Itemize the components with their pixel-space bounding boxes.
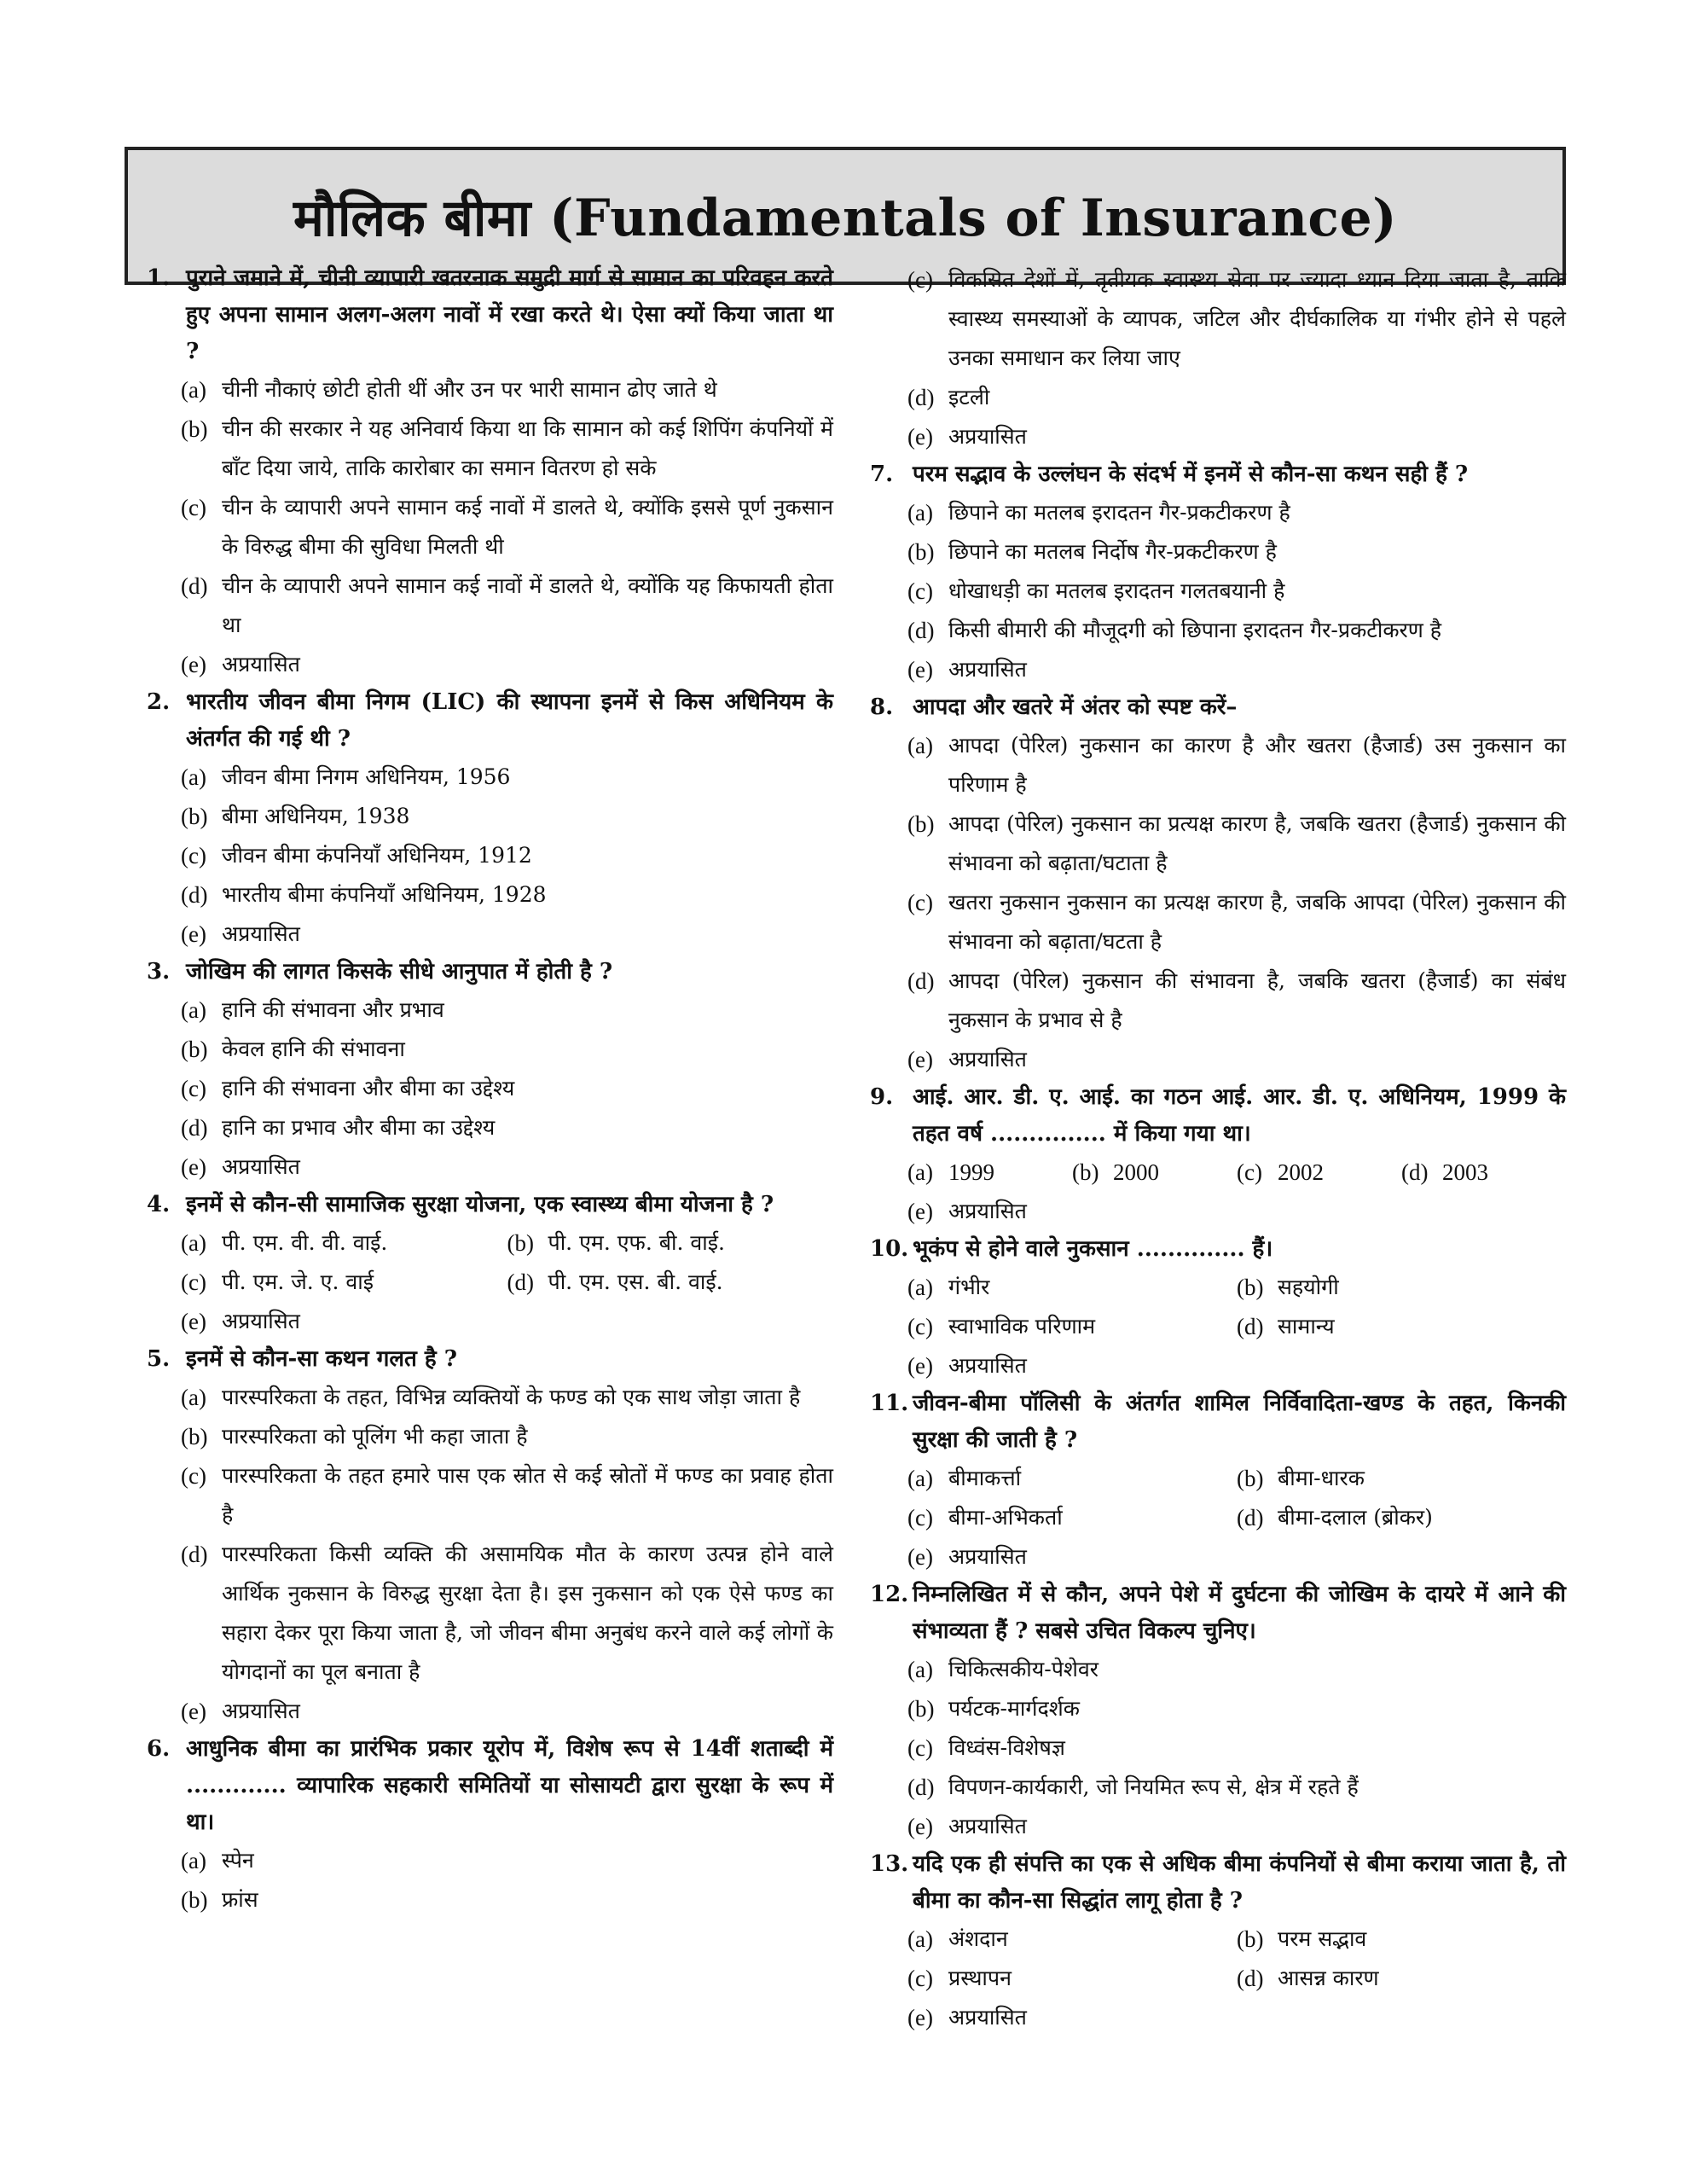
option-text: 2002 xyxy=(1278,1159,1324,1185)
question-12 xyxy=(870,1577,1566,1846)
option-key: (e) xyxy=(907,1047,933,1072)
option-key: (c) xyxy=(181,1463,206,1489)
option-key: (c) xyxy=(907,267,933,293)
option-key: (d) xyxy=(1237,1505,1264,1531)
option-text: स्वाभाविक परिणाम xyxy=(948,1314,1096,1339)
option xyxy=(1401,1153,1566,1192)
option-key: (b) xyxy=(907,539,935,565)
question-number: 6. xyxy=(147,1736,171,1762)
option xyxy=(907,572,1566,611)
option xyxy=(1237,1459,1566,1498)
option-text: धोखाधड़ी का मतलब इरादतन गलतबयानी है xyxy=(948,578,1285,603)
option xyxy=(907,1768,1566,1807)
question-number: 5. xyxy=(147,1346,171,1372)
option-text: इटली xyxy=(948,385,990,410)
option xyxy=(1237,1307,1566,1346)
question-text: यदि एक ही संपत्ति का एक से अधिक बीमा कंपनियों से बीमा कराया जाता है, तो बीमा का कौन-सा सिद्धांत लागू होता है ? xyxy=(913,1851,1566,1914)
question-text: परम सद्भाव के उल्लंघन के संदर्भ में इनमें से कौन-सा कथन सही हैं ? xyxy=(913,462,1469,487)
option-text: विपणन-कार्यकारी, जो नियमित रूप से, क्षेत्र में रहते हैं xyxy=(948,1774,1359,1799)
option-key: (d) xyxy=(1237,1966,1264,1991)
option xyxy=(181,1535,833,1692)
option-text: हानि की संभावना और प्रभाव xyxy=(222,997,444,1022)
option-text: किसी बीमारी की मौजूदगी को छिपाना इरादतन गैर-प्रकटीकरण है xyxy=(948,618,1442,642)
option-key: (a) xyxy=(907,1657,933,1682)
option-text: जीवन बीमा निगम अधिनियम, 1956 xyxy=(222,764,511,789)
question-number: 12. xyxy=(870,1582,909,1607)
option-key: (b) xyxy=(507,1230,534,1256)
option-text: स्पेन xyxy=(222,1848,254,1873)
question-2 xyxy=(147,684,833,954)
option xyxy=(907,1959,1237,1998)
question-text: जोखिम की लागत किसके सीधे आनुपात में होती है ? xyxy=(186,959,613,985)
option-key: (a) xyxy=(907,500,933,526)
question-text: आई. आर. डी. ए. आई. का गठन आई. आर. डी. ए. अधिनियम, 1999 के तहत वर्ष ............... में किया गया था। xyxy=(913,1084,1566,1147)
option-key: (d) xyxy=(1237,1314,1264,1339)
option xyxy=(507,1223,834,1263)
option xyxy=(181,1302,833,1341)
option xyxy=(1237,1153,1401,1192)
option-text: अप्रयासित xyxy=(222,921,300,946)
option-text: आसन्न कारण xyxy=(1278,1966,1379,1990)
option-key: (e) xyxy=(181,1154,206,1180)
option-text: बीमा अधिनियम, 1938 xyxy=(222,804,410,828)
option-key: (b) xyxy=(181,1424,208,1449)
option-text: गंभीर xyxy=(948,1275,990,1299)
question-number: 4. xyxy=(147,1192,171,1217)
option xyxy=(1237,1498,1566,1537)
option-text: पारस्परिकता को पूलिंग भी कहा जाता है xyxy=(222,1424,528,1449)
question-4 xyxy=(147,1187,833,1341)
option-key: (a) xyxy=(907,1466,933,1491)
option xyxy=(907,961,1566,1040)
option-key: (d) xyxy=(181,573,208,599)
option-text: अप्रयासित xyxy=(948,657,1027,682)
option-text: अप्रयासित xyxy=(948,1544,1027,1569)
option xyxy=(181,797,833,836)
option-key: (b) xyxy=(181,1887,208,1913)
option xyxy=(181,1147,833,1187)
option-key: (e) xyxy=(907,1814,933,1839)
option-text: खतरा नुकसान नुकसान का प्रत्यक्ष कारण है, जबकि आपदा (पेरिल) नुकसान की संभावना को बढ़ाता/घटता है xyxy=(948,890,1566,954)
option-text: छिपाने का मतलब इरादतन गैर-प्रकटीकरण है xyxy=(948,500,1290,525)
question-text: भारतीय जीवन बीमा निगम (LIC) की स्थापना इनमें से किस अधिनियम के अंतर्गत की गई थी ? xyxy=(186,689,833,752)
option-key: (e) xyxy=(181,921,206,947)
option-text: सामान्य xyxy=(1278,1314,1335,1339)
question-13 xyxy=(870,1846,1566,2037)
option xyxy=(907,1268,1237,1307)
option-text: 2000 xyxy=(1113,1159,1159,1185)
option-text: पारस्परिकता के तहत, विभिन्न व्यक्तियों के फण्ड को एक साथ जोड़ा जाता है xyxy=(222,1385,801,1409)
option xyxy=(907,1346,1566,1385)
option-key: (e) xyxy=(907,1353,933,1379)
option-key: (d) xyxy=(907,968,935,994)
option-text: अप्रयासित xyxy=(948,1353,1027,1378)
option-key: (c) xyxy=(181,1076,206,1101)
question-number: 8. xyxy=(870,694,894,720)
option-text: प्रस्थापन xyxy=(948,1966,1012,1990)
option xyxy=(907,804,1566,883)
option xyxy=(1237,1920,1566,1959)
option-key: (c) xyxy=(907,1966,933,1991)
option-key: (b) xyxy=(1237,1926,1264,1952)
option-text: अप्रयासित xyxy=(222,1699,300,1723)
option-key: (b) xyxy=(1072,1159,1099,1185)
left-column xyxy=(147,260,833,1920)
option-key: (b) xyxy=(1237,1466,1264,1491)
option xyxy=(907,532,1566,572)
option xyxy=(507,1263,834,1302)
option-text: विकसित देशों में, तृतीयक स्वास्थ्य सेवा पर ज्यादा ध्यान दिया जाता है, ताकि स्वास्थ्य समस्याओं के व्यापक, जटिल और दीर्घकालिक या गंभीर होने से पहले उनका समाधान कर लिया जाए xyxy=(948,267,1566,370)
option xyxy=(907,1498,1237,1537)
option-text: आपदा (पेरिल) नुकसान का कारण है और खतरा (हैजार्ड) उस नुकसान का परिणाम है xyxy=(948,733,1566,797)
option xyxy=(907,726,1566,804)
question-text: पुराने जमाने में, चीनी व्यापारी खतरनाक समुद्री मार्ग से सामान का परिवहन करते हुए अपना सामान अलग-अलग नावों में रखा करते थे। ऐसा क्यों किया जाता था ? xyxy=(186,265,833,364)
option xyxy=(907,883,1566,961)
option-key: (a) xyxy=(181,377,206,403)
option-key: (b) xyxy=(907,811,935,837)
option xyxy=(907,493,1566,532)
option-key: (e) xyxy=(907,2005,933,2030)
option xyxy=(181,645,833,684)
option xyxy=(907,1307,1237,1346)
option-key: (c) xyxy=(907,1314,933,1339)
question-number: 11. xyxy=(870,1391,909,1416)
option-text: छिपाने का मतलब निर्दोष गैर-प्रकटीकरण है xyxy=(948,539,1277,564)
option-text: बीमा-दलाल (ब्रोकर) xyxy=(1278,1505,1433,1530)
question-8 xyxy=(870,689,1566,1079)
question-5 xyxy=(147,1341,833,1731)
option-text: भारतीय बीमा कंपनियाँ अधिनियम, 1928 xyxy=(222,882,547,907)
option-key: (e) xyxy=(907,1544,933,1570)
option-text: हानि की संभावना और बीमा का उद्देश्य xyxy=(222,1076,515,1101)
option-key: (c) xyxy=(181,495,206,520)
option-key: (d) xyxy=(181,1542,208,1567)
option-key: (a) xyxy=(907,1275,933,1300)
option-text: अप्रयासित xyxy=(222,1309,300,1333)
option xyxy=(181,1108,833,1147)
option-key: (b) xyxy=(907,1696,935,1722)
option-text: चीन की सरकार ने यह अनिवार्य किया था कि सामान को कई शिपिंग कंपनियों में बाँट दिया जाये, ताकि कारोबार का समान वितरण हो सके xyxy=(222,416,833,480)
option xyxy=(181,1263,507,1302)
option xyxy=(1072,1153,1237,1192)
option-key: (b) xyxy=(181,1037,208,1062)
question-number: 3. xyxy=(147,959,171,985)
option-key: (c) xyxy=(181,843,206,868)
option-key: (c) xyxy=(907,890,933,915)
option xyxy=(181,566,833,645)
option-key: (b) xyxy=(181,416,208,442)
option xyxy=(181,1417,833,1456)
option-text: बीमाकर्त्ता xyxy=(948,1466,1022,1490)
option-text: विध्वंस-विशेषज्ञ xyxy=(948,1735,1065,1760)
page-title: मौलिक बीमा (Fundamentals of Insurance) xyxy=(293,189,1398,248)
option-text: केवल हानि की संभावना xyxy=(222,1037,405,1061)
option-text: अंशदान xyxy=(948,1926,1008,1951)
option xyxy=(181,1880,833,1920)
question-text: भूकंप से होने वाले नुकसान .............. हैं। xyxy=(913,1236,1273,1262)
option-key: (e) xyxy=(907,1199,933,1224)
option xyxy=(181,915,833,954)
option-key: (e) xyxy=(181,652,206,677)
option-key: (a) xyxy=(181,1230,206,1256)
option xyxy=(181,1456,833,1535)
option-text: सहयोगी xyxy=(1278,1275,1339,1299)
option xyxy=(1237,1268,1566,1307)
right-column xyxy=(870,260,1566,2037)
option xyxy=(181,875,833,915)
option xyxy=(181,1378,833,1417)
option-key: (d) xyxy=(181,882,208,908)
option xyxy=(181,836,833,875)
option-key: (c) xyxy=(907,1505,933,1531)
option xyxy=(181,1069,833,1108)
question-11 xyxy=(870,1385,1566,1577)
option-text: चीनी नौकाएं छोटी होती थीं और उन पर भारी सामान ढोए जाते थे xyxy=(222,377,717,402)
option-key: (a) xyxy=(181,997,206,1023)
option-text: अप्रयासित xyxy=(948,1047,1027,1072)
option-text: अप्रयासित xyxy=(948,424,1027,449)
option-text: अप्रयासित xyxy=(222,1154,300,1179)
question-text: आधुनिक बीमा का प्रारंभिक प्रकार यूरोप में, विशेष रूप से 14वीं शताब्दी में ............. व्यापारिक सहकारी समितियों या सोसायटी द्वारा सुरक्षा के रूप में था। xyxy=(186,1736,833,1835)
question-number: 9. xyxy=(870,1084,894,1110)
option xyxy=(907,378,1566,417)
option xyxy=(907,1153,1072,1192)
option xyxy=(181,488,833,566)
question-number: 7. xyxy=(870,462,894,487)
option xyxy=(907,650,1566,689)
option-key: (e) xyxy=(907,657,933,682)
option-key: (c) xyxy=(907,578,933,604)
option xyxy=(907,1998,1566,2037)
option xyxy=(907,417,1566,456)
option-text: अप्रयासित xyxy=(948,1814,1027,1838)
option-text: अप्रयासित xyxy=(948,2005,1027,2030)
question-text: इनमें से कौन-सी सामाजिक सुरक्षा योजना, एक स्वास्थ्य बीमा योजना है ? xyxy=(186,1192,774,1217)
option-text: पी. एम. जे. ए. वाई xyxy=(222,1269,374,1294)
option xyxy=(907,1650,1566,1689)
question-text: निम्नलिखित में से कौन, अपने पेशे में दुर्घटना की जोखिम के दायरे में आने की संभाव्यता हैं ? सबसे उचित विकल्प चुनिए। xyxy=(913,1582,1566,1644)
question-10 xyxy=(870,1231,1566,1385)
option-text: अप्रयासित xyxy=(222,652,300,677)
option-text: आपदा (पेरिल) नुकसान की संभावना है, जबकि खतरा (हैजार्ड) का संबंध नुकसान के प्रभाव से है xyxy=(948,968,1566,1032)
option-key: (e) xyxy=(181,1699,206,1724)
question-number: 13. xyxy=(870,1851,909,1877)
question-7 xyxy=(870,456,1566,689)
option xyxy=(907,1192,1566,1231)
option-text: पारस्परिकता के तहत हमारे पास एक स्रोत से कई स्रोतों में फण्ड का प्रवाह होता है xyxy=(222,1463,833,1527)
option-text: परम सद्भाव xyxy=(1278,1926,1367,1951)
option-key: (a) xyxy=(907,1159,933,1185)
question-6 xyxy=(147,1731,833,1920)
option xyxy=(907,1040,1566,1079)
option xyxy=(181,1223,507,1263)
option-key: (b) xyxy=(1237,1275,1264,1300)
option-text: 2003 xyxy=(1442,1159,1488,1185)
option-text: 1999 xyxy=(948,1159,994,1185)
option-text: आपदा (पेरिल) नुकसान का प्रत्यक्ष कारण है, जबकि खतरा (हैजार्ड) नुकसान की संभावना को बढ़ाता/घटाता है xyxy=(948,811,1566,875)
option-text: चीन के व्यापारी अपने सामान कई नावों में डालते थे, क्योंकि यह किफायती होता था xyxy=(222,573,833,637)
option-key: (c) xyxy=(1237,1159,1262,1185)
option-key: (d) xyxy=(907,1774,935,1800)
option-key: (a) xyxy=(181,764,206,790)
question-text: जीवन-बीमा पॉलिसी के अंतर्गत शामिल निर्विवादिता-खण्ड के तहत, किनकी सुरक्षा की जाती है ? xyxy=(913,1391,1566,1453)
option-key: (d) xyxy=(907,385,935,410)
option xyxy=(907,611,1566,650)
option-text: चिकित्सकीय-पेशेवर xyxy=(948,1657,1099,1682)
option xyxy=(907,1689,1566,1728)
question-number: 1. xyxy=(147,265,171,291)
option-text: हानि का प्रभाव और बीमा का उद्देश्य xyxy=(222,1115,496,1140)
option-key: (d) xyxy=(507,1269,534,1295)
question-text: इनमें से कौन-सा कथन गलत है ? xyxy=(186,1346,458,1372)
option-text: पर्यटक-मार्गदर्शक xyxy=(948,1696,1080,1721)
option xyxy=(907,1459,1237,1498)
option-text: बीमा-धारक xyxy=(1278,1466,1365,1490)
option-key: (e) xyxy=(907,424,933,450)
option-key: (d) xyxy=(181,1115,208,1141)
option-key: (e) xyxy=(181,1309,206,1334)
option xyxy=(907,1807,1566,1846)
option-key: (a) xyxy=(181,1848,206,1873)
option xyxy=(181,370,833,410)
option xyxy=(907,1537,1566,1577)
option-text: अप्रयासित xyxy=(948,1199,1027,1223)
question-1 xyxy=(147,260,833,684)
option-key: (b) xyxy=(181,804,208,829)
option-key: (c) xyxy=(907,1735,933,1761)
option xyxy=(907,260,1566,378)
option xyxy=(907,1728,1566,1768)
question-3 xyxy=(147,954,833,1187)
option-text: फ्रांस xyxy=(222,1887,258,1912)
option-text: पी. एम. एफ. बी. वाई. xyxy=(548,1230,725,1255)
option-key: (d) xyxy=(907,618,935,643)
option xyxy=(181,410,833,488)
option-text: जीवन बीमा कंपनियाँ अधिनियम, 1912 xyxy=(222,843,532,868)
option-text: पी. एम. वी. वी. वाई. xyxy=(222,1230,388,1255)
option-key: (a) xyxy=(907,733,933,758)
option xyxy=(181,1841,833,1880)
option xyxy=(1237,1959,1566,1998)
option xyxy=(907,1920,1237,1959)
option-key: (a) xyxy=(181,1385,206,1410)
option-text: पारस्परिकता किसी व्यक्ति की असामयिक मौत के कारण उत्पन्न होने वाले आर्थिक नुकसान के विरुद्ध सुरक्षा देता है। इस नुकसान को एक ऐसे फण्ड का सहारा देकर पूरा किया जाता है, जो जीवन बीमा अनुबंध करने वाले कई लोगों के योगदानों का पूल बनाता है xyxy=(222,1542,833,1684)
question-number: 10. xyxy=(870,1236,909,1262)
question-number: 2. xyxy=(147,689,171,715)
option-key: (a) xyxy=(907,1926,933,1952)
option-text: चीन के व्यापारी अपने सामान कई नावों में डालते थे, क्योंकि इससे पूर्ण नुकसान के विरुद्ध बीमा की सुविधा मिलती थी xyxy=(222,495,833,559)
question-6-continued xyxy=(870,260,1566,456)
option xyxy=(181,990,833,1030)
option xyxy=(181,1030,833,1069)
option xyxy=(181,758,833,797)
question-text: आपदा और खतरे में अंतर को स्पष्ट करें– xyxy=(913,694,1238,720)
option xyxy=(181,1692,833,1731)
option-key: (c) xyxy=(181,1269,206,1295)
option-text: पी. एम. एस. बी. वाई. xyxy=(548,1269,723,1294)
option-text: बीमा-अभिकर्ता xyxy=(948,1505,1063,1530)
question-9 xyxy=(870,1079,1566,1231)
option-key: (d) xyxy=(1401,1159,1429,1185)
